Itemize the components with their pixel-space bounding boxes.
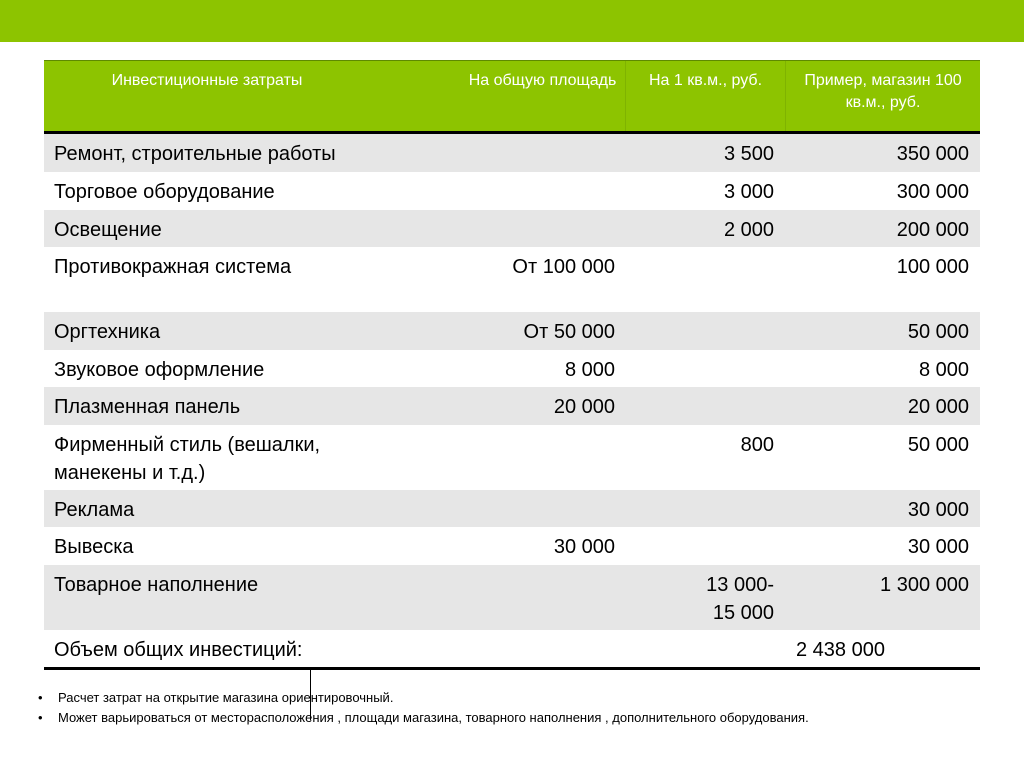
notes-list	[38, 688, 1008, 728]
table-row	[44, 247, 980, 312]
row-total-area	[460, 172, 625, 210]
table-row	[44, 490, 980, 527]
row-per-sqm: 13 000-15 000	[706, 574, 774, 624]
row-per-sqm: 2 000	[723, 219, 774, 241]
row-name: Торговое оборудование	[54, 181, 275, 203]
row-example: 50 000	[907, 321, 969, 343]
row-name: Оргтехника	[54, 321, 161, 343]
table-row	[44, 172, 980, 210]
note-text: Может варьироваться от месторасположения , площади магазина, товарного наполнения , дополнительного оборудования.	[58, 710, 809, 725]
row-per-sqm: 3 000	[723, 181, 774, 203]
row-example: 30 000	[907, 536, 969, 558]
note-text: Расчет затрат на открытие магазина ориентировочный.	[58, 690, 394, 705]
table-row	[44, 387, 980, 425]
row-total-area: 20 000	[553, 396, 615, 418]
row-name: Освещение	[54, 219, 162, 241]
row-per-sqm	[625, 387, 786, 425]
table-row	[44, 134, 980, 172]
total-label: Объем общих инвестиций:	[54, 639, 303, 661]
table-row	[44, 527, 980, 565]
row-example: 30 000	[907, 499, 969, 521]
bullet-icon: •	[38, 710, 43, 725]
row-per-sqm	[625, 312, 786, 350]
row-name: Фирменный стиль (вешалки, манекены и т.д.)	[54, 434, 321, 484]
row-total-area: 30 000	[553, 536, 615, 558]
header-example-store: Пример, магазин 100 кв.м., руб.	[804, 72, 962, 111]
row-total-area	[460, 565, 625, 630]
row-per-sqm	[625, 350, 786, 387]
row-total-area	[460, 425, 625, 490]
header-total-area: На общую площадь	[468, 72, 617, 89]
top-accent-bar	[0, 0, 1024, 42]
row-name: Реклама	[54, 499, 135, 521]
row-name: Ремонт, строительные работы	[54, 143, 336, 165]
header-per-sqm: На 1 кв.м., руб.	[625, 60, 786, 131]
row-per-sqm	[625, 490, 786, 527]
row-total-area	[460, 134, 625, 172]
table-header	[44, 60, 980, 134]
row-example: 20 000	[907, 396, 969, 418]
header-investment-costs: Инвестиционные затраты	[111, 72, 303, 89]
row-total-area: 8 000	[564, 359, 615, 381]
total-value: 2 438 000	[796, 639, 885, 661]
row-per-sqm: 3 500	[723, 143, 774, 165]
bullet-icon: •	[38, 690, 43, 705]
row-total-area	[460, 210, 625, 247]
row-per-sqm: 800	[740, 434, 774, 456]
row-name: Плазменная панель	[54, 396, 241, 418]
row-example: 8 000	[918, 359, 969, 381]
row-name: Звуковое оформление	[54, 359, 265, 381]
row-example: 50 000	[907, 434, 969, 456]
row-total-area: От 100 000	[512, 256, 615, 278]
row-example: 100 000	[896, 256, 969, 278]
total-row	[44, 630, 980, 670]
investment-table	[44, 60, 980, 670]
row-example: 200 000	[896, 219, 969, 241]
row-example: 300 000	[896, 181, 969, 203]
table-row	[44, 425, 980, 490]
row-name: Противокражная система	[54, 256, 292, 278]
row-total-area: От 50 000	[523, 321, 615, 343]
table-row	[44, 312, 980, 350]
note-item	[38, 688, 1008, 708]
note-item	[38, 708, 1008, 728]
row-total-area	[460, 490, 625, 527]
table-row	[44, 210, 980, 247]
row-name: Товарное наполнение	[54, 574, 259, 596]
row-per-sqm	[625, 527, 786, 565]
row-name: Вывеска	[54, 536, 134, 558]
table-row	[44, 350, 980, 387]
row-example: 350 000	[896, 143, 969, 165]
row-per-sqm	[625, 247, 786, 312]
row-example: 1 300 000	[880, 574, 969, 596]
table-row	[44, 565, 980, 630]
